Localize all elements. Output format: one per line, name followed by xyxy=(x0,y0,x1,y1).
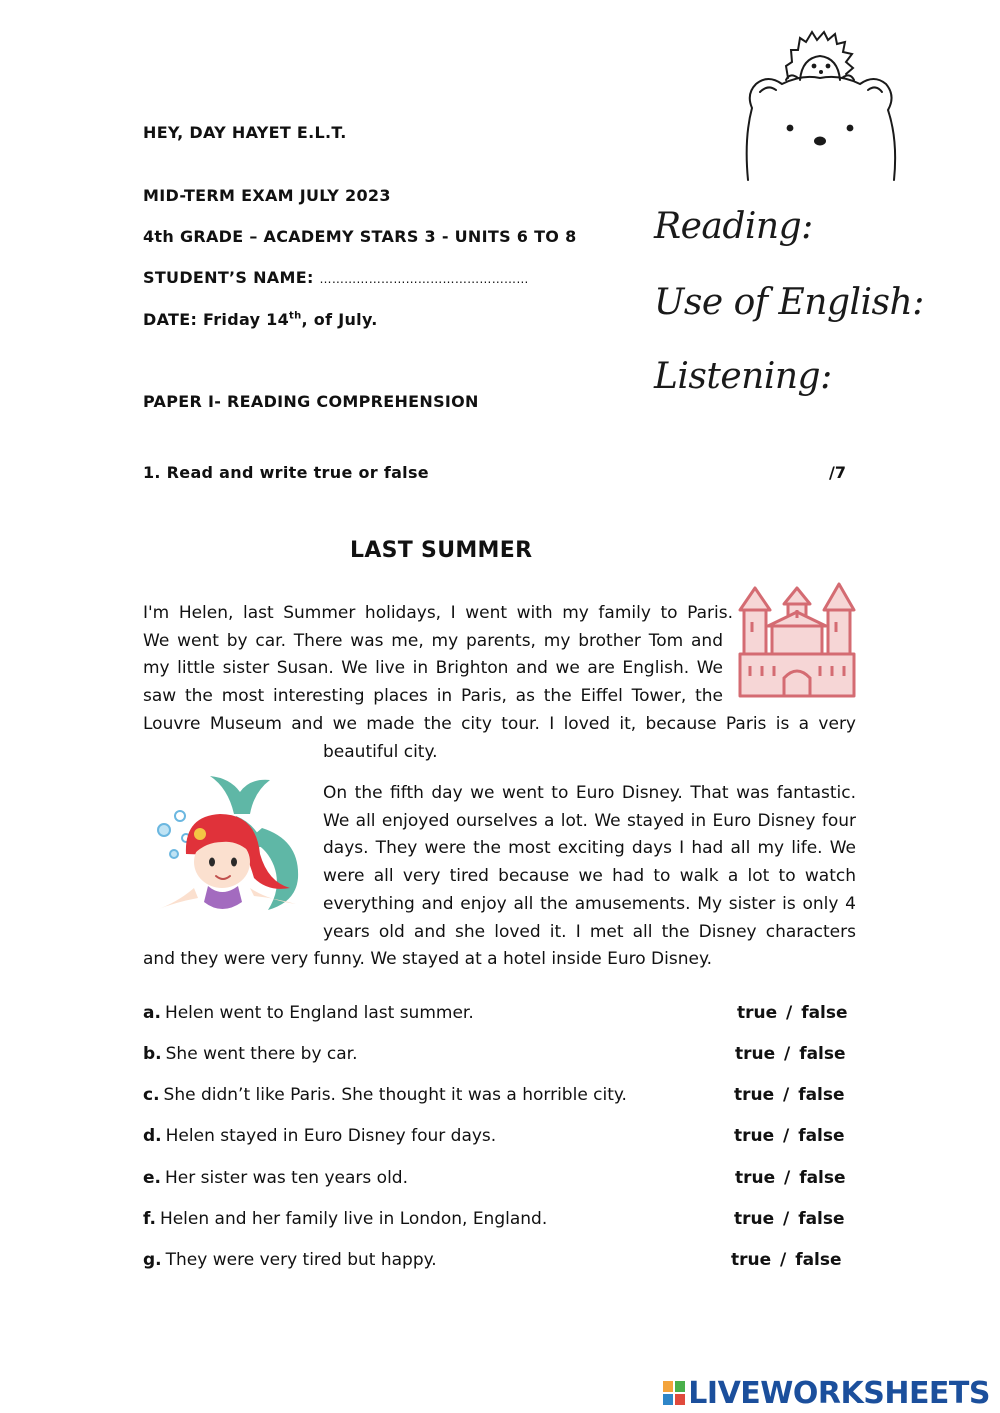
true-false-option-e[interactable]: true / false xyxy=(735,1168,846,1188)
statement-text: They were very tired but happy. xyxy=(165,1250,437,1270)
statement-g xyxy=(143,1250,437,1270)
story-paragraph-2 xyxy=(323,780,856,946)
para1-line: We went by car. There was me, my parents, my brother Tom and xyxy=(143,630,723,651)
story-paragraph-1 xyxy=(143,600,856,739)
statement-text: She went there by car. xyxy=(165,1044,358,1064)
liveworksheets-logo[interactable] xyxy=(662,1376,990,1411)
para2-line: everything and enjoy all the amusements. My sister is only 4 xyxy=(323,893,856,914)
statement-letter: e. xyxy=(143,1168,161,1188)
statement-text: Helen and her family live in London, England. xyxy=(159,1209,548,1229)
para2-line: On the fifth day we went to Euro Disney. That was fantastic. xyxy=(323,783,856,803)
bear-hedgehog-illustration xyxy=(742,28,902,184)
statement-text: Helen stayed in Euro Disney four days. xyxy=(165,1126,497,1146)
date-prefix: DATE: Friday 14 xyxy=(143,310,290,329)
liveworksheets-brand: LIVEWORKSHEETS xyxy=(688,1376,990,1411)
para2-line: were all very tired because we had to walk a lot to watch xyxy=(323,866,856,887)
statement-letter: c. xyxy=(143,1085,160,1105)
use-of-english-score-label: Use of English: xyxy=(654,282,924,323)
date-suffix: , of July. xyxy=(301,310,378,329)
grade-line: 4th GRADE – ACADEMY STARS 3 - UNITS 6 TO 8 xyxy=(143,227,577,246)
para1-line: saw the most interesting places in Paris, as the Eiffel Tower, the xyxy=(143,686,723,707)
date-line xyxy=(143,310,378,329)
statement-b xyxy=(143,1044,358,1064)
true-false-option-a[interactable]: true / false xyxy=(737,1003,848,1023)
task-instruction: 1. Read and write true or false xyxy=(143,463,429,482)
statement-letter: a. xyxy=(143,1003,161,1023)
school-name: HEY, DAY HAYET E.L.T. xyxy=(143,123,347,142)
date-sup: th xyxy=(289,310,302,322)
para2-tail: and they were very funny. We stayed at a hotel inside Euro Disney. xyxy=(143,949,712,969)
statement-text: Helen went to England last summer. xyxy=(164,1003,474,1023)
para2-line: years old and she loved it. I met all the Disney characters xyxy=(323,921,856,942)
statement-letter: d. xyxy=(143,1126,162,1146)
para1-line: Louvre Museum and we made the city tour. I loved it, because Paris is a very xyxy=(143,713,856,734)
listening-score-label: Listening: xyxy=(654,356,832,397)
true-false-option-g[interactable]: true / false xyxy=(731,1250,842,1270)
para1-line: my little sister Susan. We live in Brighton and we are English. We xyxy=(143,658,723,679)
true-false-option-b[interactable]: true / false xyxy=(735,1044,846,1064)
paper-title: PAPER I- READING COMPREHENSION xyxy=(143,392,479,411)
true-false-option-c[interactable]: true / false xyxy=(734,1085,845,1105)
liveworksheets-mark-icon xyxy=(662,1380,686,1406)
para1-line: I'm Helen, last Summer holidays, I went with my family to Paris. xyxy=(143,603,733,623)
student-name-label: STUDENT’S NAME: xyxy=(143,268,314,287)
statement-letter: b. xyxy=(143,1044,162,1064)
statement-a xyxy=(143,1003,474,1023)
story-title: LAST SUMMER xyxy=(350,538,533,563)
true-false-option-f[interactable]: true / false xyxy=(734,1209,845,1229)
statement-letter: f. xyxy=(143,1209,156,1229)
true-false-option-d[interactable]: true / false xyxy=(734,1126,845,1146)
statement-letter: g. xyxy=(143,1250,162,1270)
para2-line: days. They were the most exciting days I had all my life. We xyxy=(323,838,856,859)
student-name-field[interactable]: …………………………………………… xyxy=(319,272,529,286)
exam-title: MID-TERM EXAM JULY 2023 xyxy=(143,186,391,205)
mermaid-illustration xyxy=(150,770,310,922)
statement-c xyxy=(143,1085,627,1105)
statement-d xyxy=(143,1126,496,1146)
statement-f xyxy=(143,1209,547,1229)
para1-tail: beautiful city. xyxy=(323,742,438,762)
statement-e xyxy=(143,1168,408,1188)
task-points: /7 xyxy=(829,463,846,482)
student-name-line xyxy=(143,268,529,287)
statement-text: She didn’t like Paris. She thought it was a horrible city. xyxy=(163,1085,627,1105)
para2-line: We all enjoyed ourselves a lot. We stayed in Euro Disney four xyxy=(323,810,856,831)
statement-text: Her sister was ten years old. xyxy=(165,1168,408,1188)
reading-score-label: Reading: xyxy=(654,206,813,247)
